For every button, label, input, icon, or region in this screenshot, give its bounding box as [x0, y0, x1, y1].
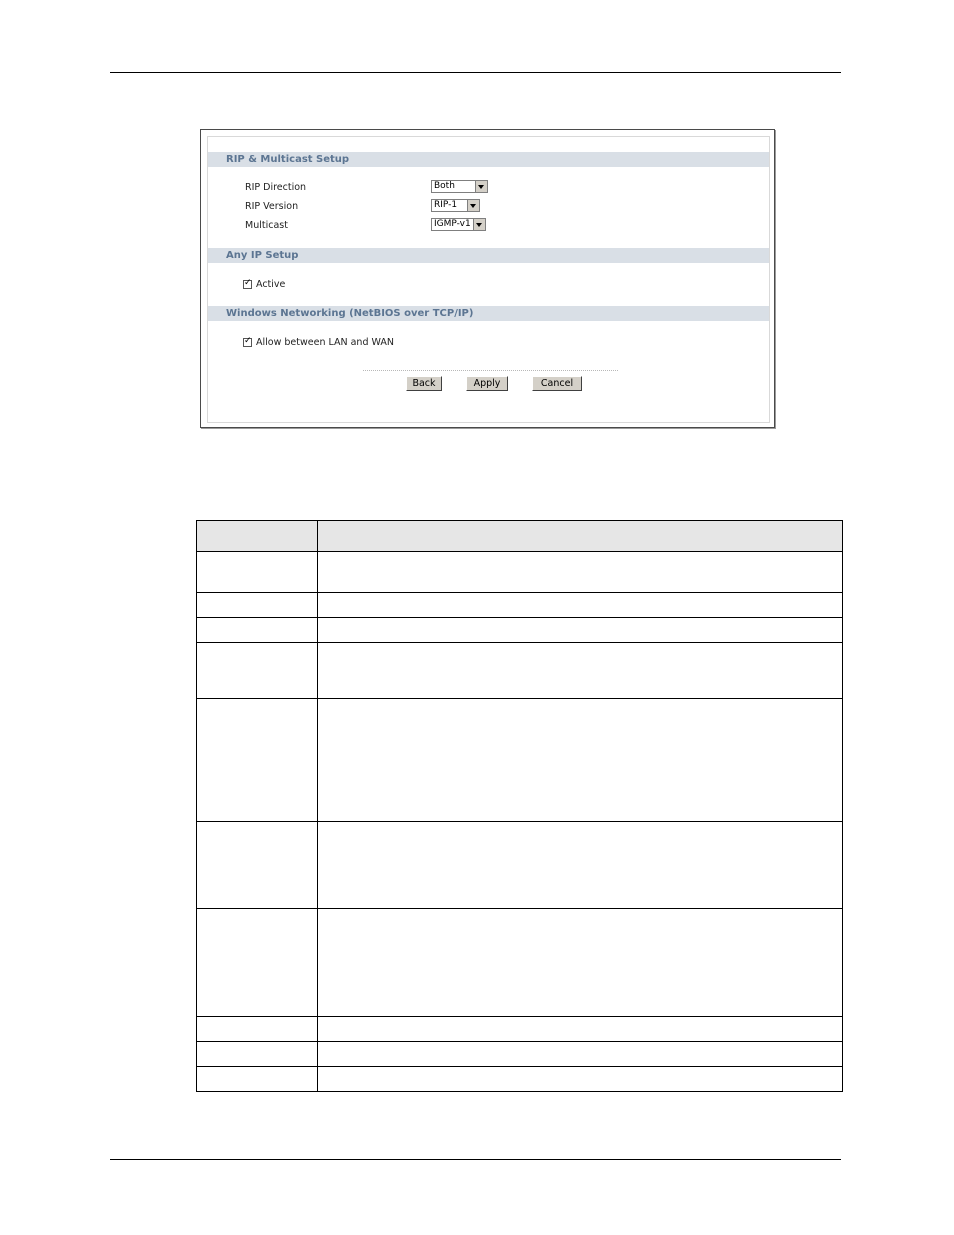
settings-panel [207, 136, 770, 423]
allow-lan-wan-checkbox[interactable] [243, 338, 252, 347]
table-row [197, 552, 843, 593]
rip-multicast-section-header [208, 152, 769, 167]
table-row [197, 1017, 843, 1042]
chevron-down-icon[interactable] [473, 219, 485, 230]
rip-multicast-section-title: RIP & Multicast Setup [226, 154, 350, 165]
rip-version-select[interactable] [431, 199, 480, 212]
table-row [197, 1067, 843, 1092]
windows-networking-section-header [208, 306, 769, 321]
multicast-label: Multicast [245, 220, 288, 231]
active-checkbox[interactable] [243, 280, 252, 289]
cancel-button[interactable]: Cancel [532, 376, 582, 391]
chevron-down-icon[interactable] [467, 200, 479, 211]
allow-lan-wan-label: Allow between LAN and WAN [256, 337, 394, 348]
windows-networking-section-title: Windows Networking (NetBIOS over TCP/IP) [226, 308, 474, 319]
rip-version-label: RIP Version [245, 201, 299, 212]
field-description-table [196, 520, 843, 1092]
back-button[interactable]: Back [406, 376, 442, 391]
active-label: Active [256, 279, 286, 290]
table-row [197, 822, 843, 909]
table-row [197, 618, 843, 643]
multicast-select[interactable] [431, 218, 486, 231]
table-row [197, 593, 843, 618]
chevron-down-icon[interactable] [475, 181, 487, 192]
any-ip-section-header [208, 248, 769, 263]
table-header-row [197, 521, 843, 552]
table-row [197, 643, 843, 699]
rip-direction-select[interactable] [431, 180, 488, 193]
table-header-cell [318, 521, 843, 552]
button-divider [363, 370, 618, 371]
table-row [197, 909, 843, 1017]
table-row [197, 1042, 843, 1067]
screenshot-frame [200, 129, 775, 428]
header-rule [110, 72, 841, 73]
any-ip-section-title: Any IP Setup [226, 250, 299, 261]
table-row [197, 699, 843, 822]
multicast-value: IGMP-v1 [434, 219, 471, 229]
rip-direction-value: Both [434, 181, 455, 191]
footer-rule [110, 1159, 841, 1160]
rip-version-value: RIP-1 [434, 200, 458, 210]
rip-direction-label: RIP Direction [245, 182, 307, 193]
table-header-cell [197, 521, 318, 552]
apply-button[interactable]: Apply [466, 376, 508, 391]
